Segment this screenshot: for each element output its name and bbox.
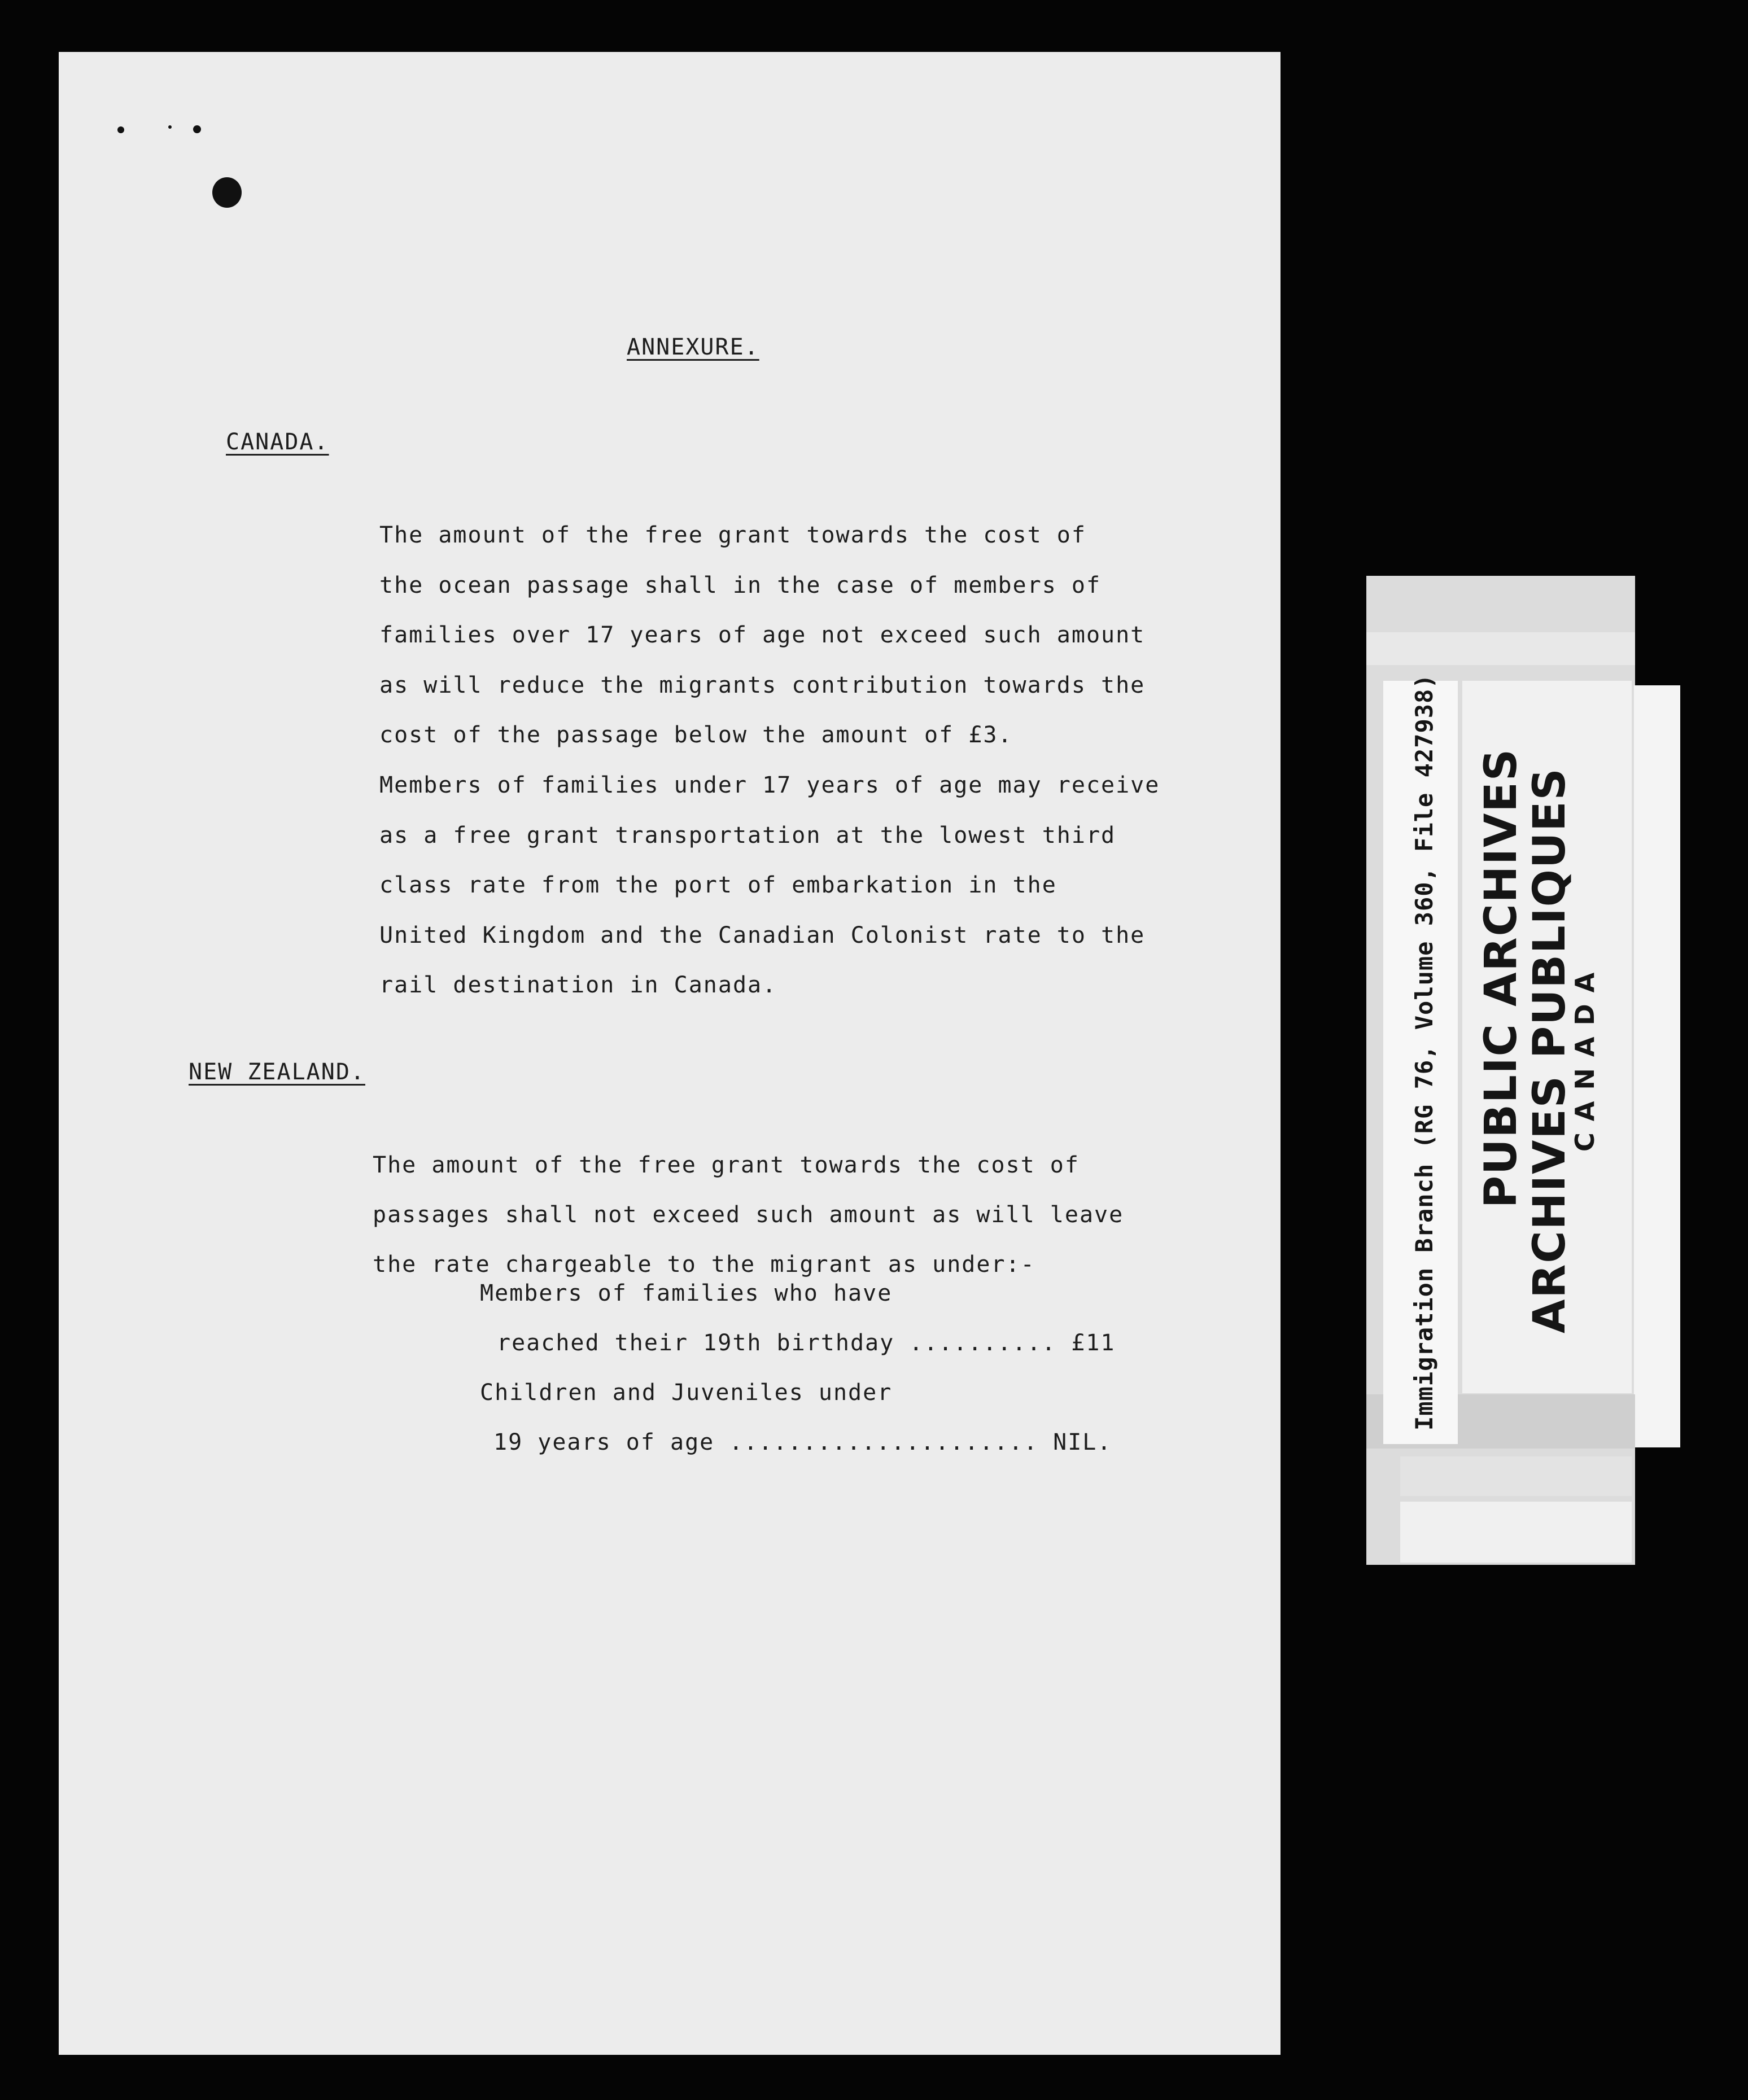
new-zealand-paragraph (373, 1140, 1124, 1289)
rate-line: 19 years of age ..................... NIL. (493, 1429, 1112, 1455)
punch-hole (212, 177, 242, 208)
archive-tab-band (1400, 1456, 1632, 1496)
text-line: cost of the passage below the amount of £3. (379, 722, 1013, 749)
archive-label-line2: ARCHIVES PUBLIQUES (1524, 767, 1575, 1333)
text-line: The amount of the free grant towards the cost of (373, 1152, 1080, 1178)
archive-label-line3: CANADA (1570, 961, 1600, 1152)
document-page (59, 52, 1281, 2055)
text-line: rail destination in Canada. (379, 972, 777, 999)
punch-mark (117, 126, 124, 133)
section-heading-new-zealand: NEW ZEALAND. (189, 1059, 365, 1085)
archive-tab-band (1366, 632, 1635, 665)
archive-tab-edge (1634, 685, 1680, 1447)
section-heading-canada: CANADA. (226, 429, 329, 455)
archive-reference-text: Immigration Branch (RG 76, Volume 360, File 427938) (1410, 673, 1438, 1430)
text-line: The amount of the free grant towards the cost of (379, 522, 1086, 548)
page-title: ANNEXURE. (627, 334, 759, 360)
rate-line: Children and Juveniles under (480, 1380, 893, 1406)
rate-line: Members of families who have (480, 1280, 893, 1306)
text-line: Members of families under 17 years of age may receive (379, 772, 1160, 798)
text-line: the ocean passage shall in the case of members of (379, 572, 1102, 598)
punch-mark (168, 125, 172, 129)
punch-mark (193, 125, 201, 133)
canada-paragraph (379, 510, 1160, 1010)
text-line: as a free grant transportation at the lowest third (379, 822, 1116, 848)
text-line: passages shall not exceed such amount as will leave (373, 1202, 1124, 1228)
rate-line: reached their 19th birthday .......... £11 (497, 1330, 1116, 1356)
text-line: United Kingdom and the Canadian Colonist rate to the (379, 922, 1146, 948)
text-line: as will reduce the migrants contribution towards the (379, 672, 1146, 698)
text-line: families over 17 years of age not exceed such amount (379, 622, 1146, 649)
text-line: the rate chargeable to the migrant as under:- (373, 1252, 1035, 1278)
archive-label-line1: PUBLIC ARCHIVES (1476, 748, 1527, 1208)
text-line: class rate from the port of embarkation in the (379, 872, 1057, 899)
archive-tab-band (1400, 1502, 1632, 1563)
